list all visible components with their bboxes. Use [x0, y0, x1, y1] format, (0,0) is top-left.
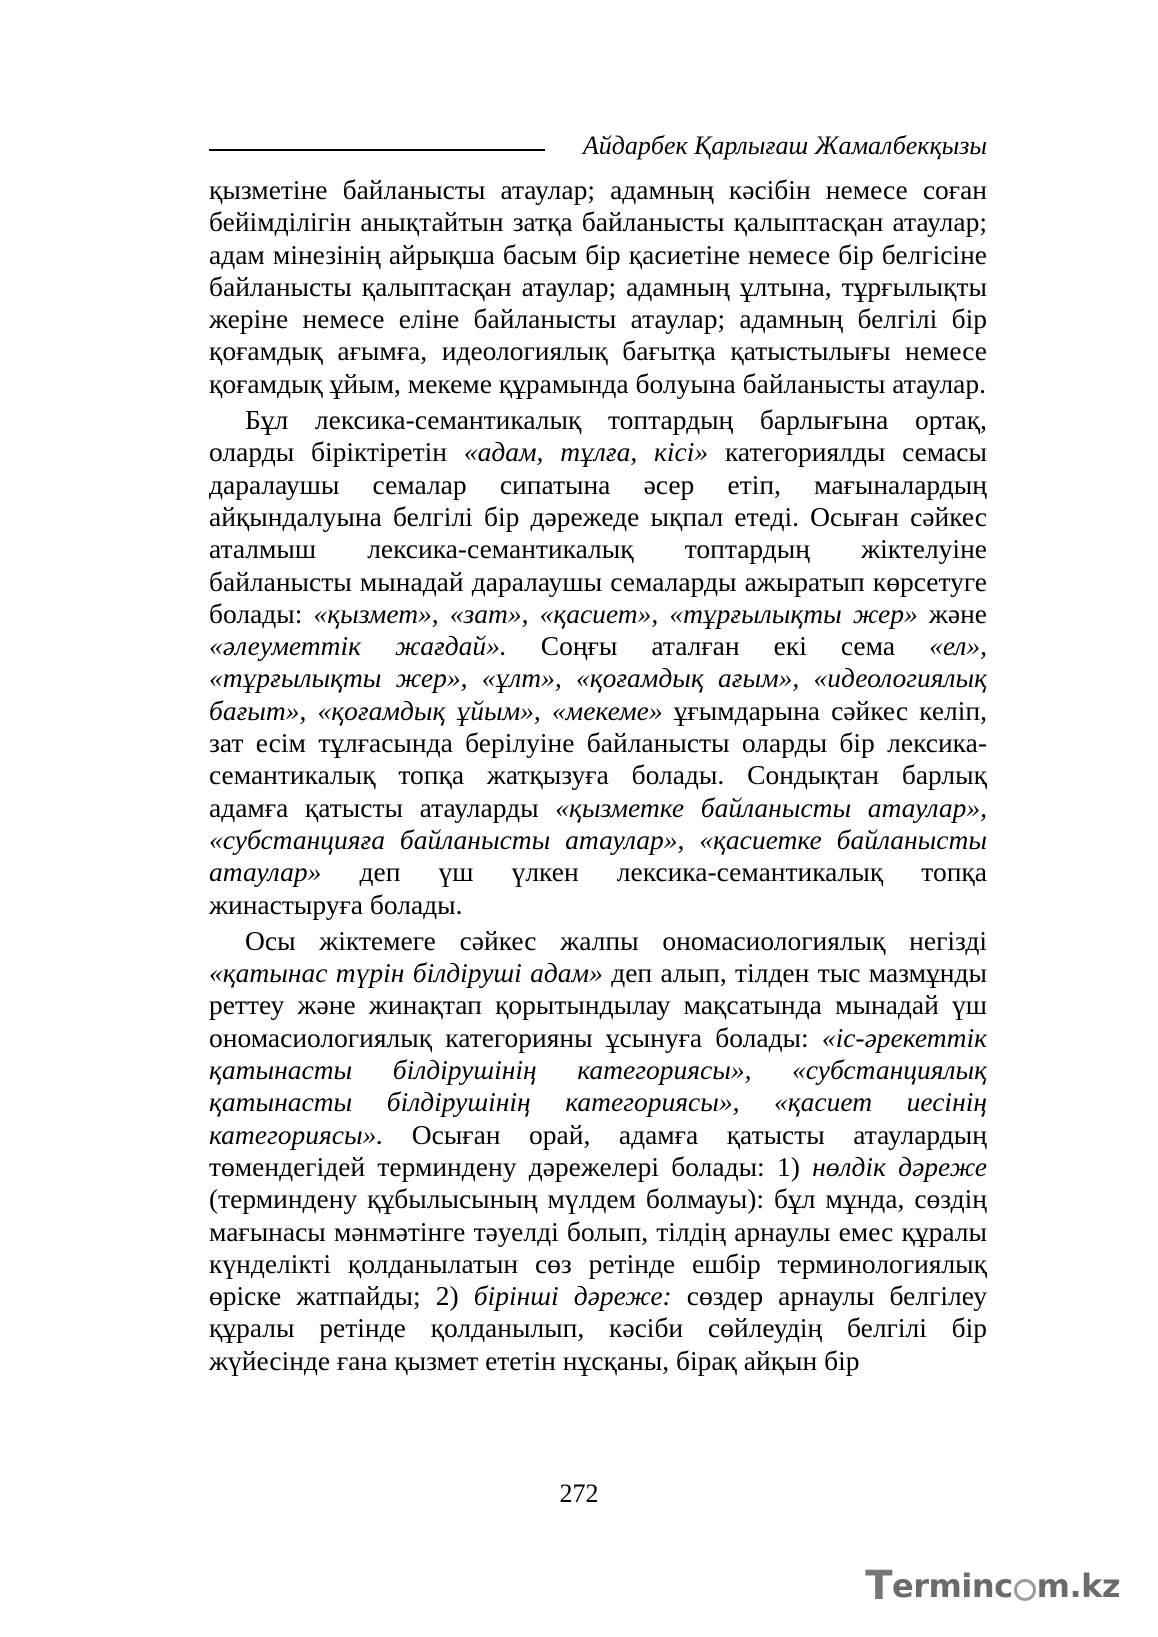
- text-run: деп алып, тілден тыс мазмұнды реттеу және жинақтап қорытындылау мақсатында мынадай үш ономасиологиялық категорияны ұсынуға болады:: [209, 957, 987, 1053]
- text-run: ұғымдарына сәйкес келіп, зат есім тұлғасында берілуіне байланысты оларды бір лексика-семантикалық топқа жатқызуға болады. Сондықтан барлық адамға қатысты атауларды: [209, 694, 987, 823]
- header-author: Айдарбек Қарлығаш Жамалбекқызы: [582, 131, 987, 160]
- text-run: және: [917, 597, 987, 629]
- italic-term: нөлдік дәреже: [812, 1150, 987, 1182]
- text-run: Соңғы аталған екі сема: [506, 630, 930, 662]
- paragraph: [209, 925, 987, 1377]
- watermark-prefix: T: [865, 1563, 893, 1609]
- italic-term: бірінші дәреже:: [473, 1280, 672, 1312]
- italic-term: «іс-әрекеттік қатынасты білдірушінің категориясы», «субстанциялық қатынасты білдірушінің категориясы», «қасиет иесінің категориясы».: [209, 1021, 987, 1150]
- text-run: категориялды семасы даралаушы семалар сипатына әсер етіп, мағыналардың айқындалуына белгілі бір дәрежеде ықпал етеді. Осыған сәйкес аталмыш лексика-семантикалық топтардың жіктелуіне байланысты мынадай даралаушы семаларды ажыратып көрсетуге болады:: [209, 436, 987, 629]
- paragraph: [209, 174, 987, 400]
- italic-term: «қатынас түрін білдіруші адам»: [209, 957, 603, 989]
- text-run: қызметіне байланысты атаулар; адамның кәсібін немесе соған бейімділігін анықтайтын затқа байланысты қалыптасқан атаулар; адам мінезінің айрықша басым бір қасиетіне немесе бір белгісіне байланысты қалыптасқан атаулар; адамның ұлтына, тұрғылықты жеріне немесе еліне байланысты атаулар; адамның белгілі бір қоғамдық ағымға, идеологиялық бағытқа қатыстылығы немесе қоғамдық ұйым, мекеме құрамында болуына байланысты атаулар.: [209, 174, 987, 399]
- paragraph: [209, 404, 987, 921]
- terminkom-watermark-logo: [865, 1563, 1120, 1609]
- watermark-o-icon: [1014, 1579, 1036, 1601]
- italic-term: «адам, тұлға, кісі»: [463, 436, 709, 468]
- italic-term: «әлеуметтік жағдай».: [209, 630, 507, 662]
- italic-term: «қызмет», «зат», «қасиет», «тұрғылықты жер»: [313, 597, 918, 629]
- italic-term: «қызметке байланысты атаулар», «субстанцияға байланысты атаулар», «қасиетке байланысты атаулар»: [209, 791, 987, 888]
- text-run: сөздер арнаулы белгілеу құралы ретінде қолданылып, кәсіби сөйлеудің белгілі бір жүйесінде ғана қызмет ететін нұсқаны, бірақ айқын бір: [209, 1280, 987, 1376]
- text-run: Осы жіктемеге сәйкес жалпы ономасиологиялық негізді: [245, 924, 987, 956]
- header-rule: [209, 149, 545, 151]
- text-run: Осыған орай, адамға қатысты атаулардың төмендегідей терминдену дәрежелері болады: 1): [209, 1118, 987, 1182]
- watermark-middle: erminc: [892, 1567, 1013, 1605]
- text-run: деп үш үлкен лексика-семантикалық топқа жинастыруға болады.: [209, 856, 987, 920]
- text-run: (терминдену құбылысының мүлдем болмауы): бұл мұнда, сөздің мағынасы мәнмәтінге тәуелді болып, тілдің арнаулы емес құралы күнделікті қолданылатын сөз ретінде ешбір терминологиялық өріске жатпайды; 2): [209, 1183, 987, 1312]
- running-header: [209, 130, 987, 162]
- text-run: Бұл лексика-семантикалық топтардың барлығына ортақ, оларды біріктіретін: [209, 404, 987, 468]
- italic-term: «ел», «тұрғылықты жер», «ұлт», «қоғамдық ағым», «идеологиялық бағыт», «қоғамдық ұйым», «мекеме»: [209, 630, 987, 726]
- body-text: [209, 174, 987, 1377]
- watermark-suffix: m.kz: [1036, 1567, 1120, 1605]
- page-number: 272: [559, 1479, 599, 1508]
